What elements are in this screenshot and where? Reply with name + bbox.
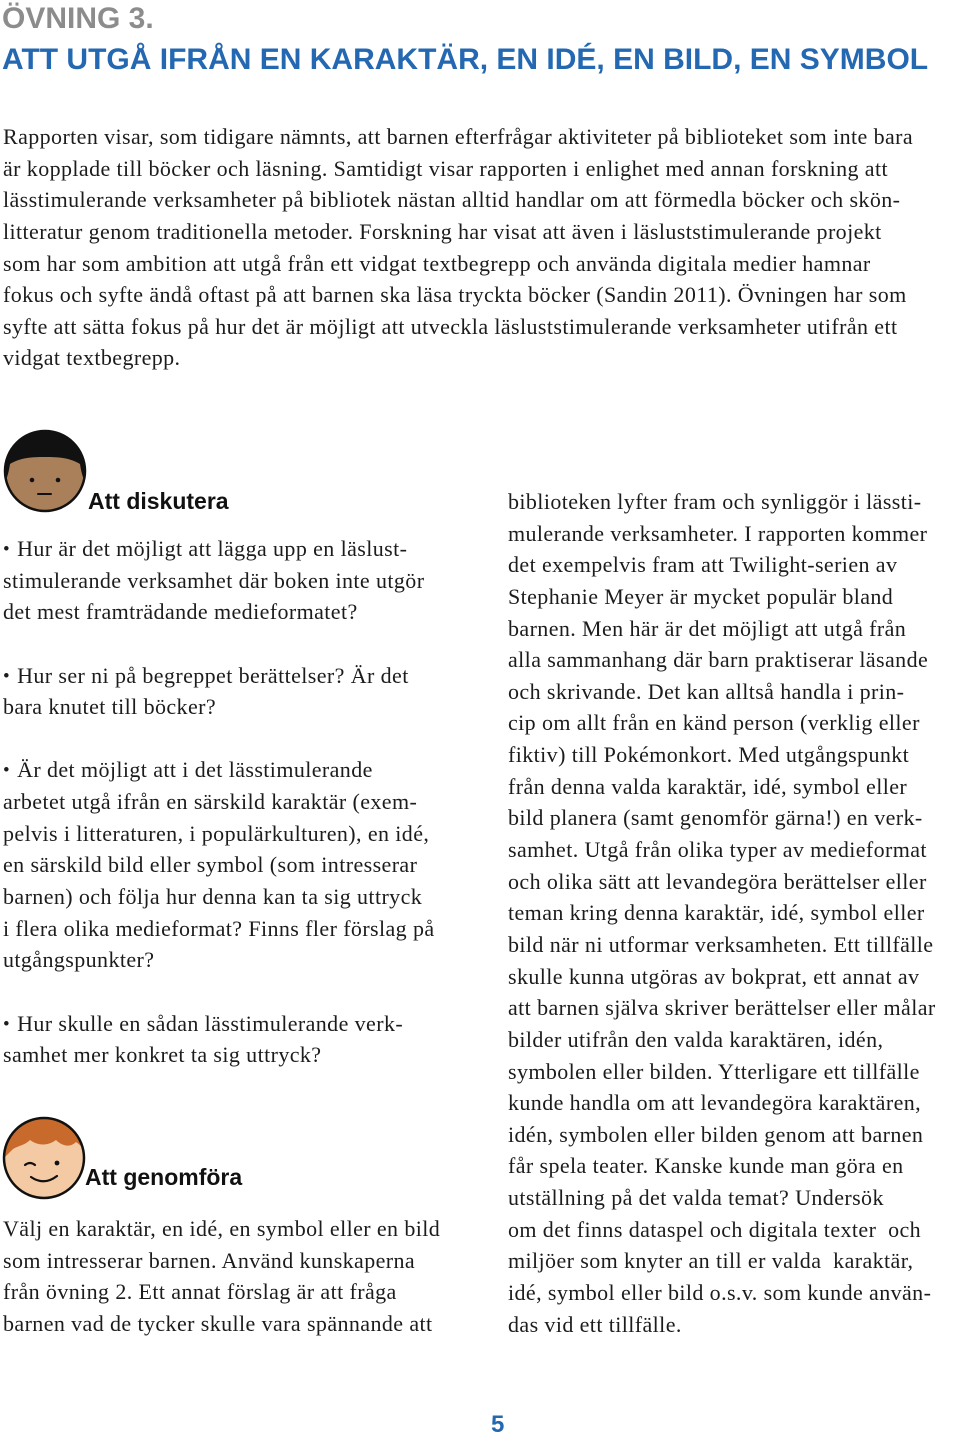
bullet-icon: • bbox=[3, 665, 11, 687]
page-number: 5 bbox=[491, 1411, 505, 1438]
bullet-item-text: Hur skulle en sådan lässtimulerande verk- bbox=[17, 1010, 404, 1036]
carry-out-heading: Att genomföra bbox=[85, 1164, 243, 1190]
right-column-line: bilder utifrån den valda karaktären, idén, bbox=[508, 1026, 884, 1052]
bullet-item-line bbox=[3, 754, 473, 786]
right-column-line: och olika sätt att levandegöra berättelser eller bbox=[508, 868, 927, 894]
right-column-line: barnen. Men här är det möjligt att utgå från bbox=[508, 615, 907, 641]
right-column-line: idé, symbol eller bild o.s.v. som kunde använ- bbox=[508, 1280, 932, 1306]
intro-line: litteratur genom traditionella metoder. Forskning har visat att även i läsluststimulerande projekt bbox=[3, 218, 882, 244]
bullet-item bbox=[3, 754, 473, 975]
right-column-line: symbolen eller bilden. Ytterligare ett tillfälle bbox=[508, 1058, 920, 1084]
bullet-item-text: Hur ser ni på begreppet berättelser? Är det bbox=[17, 662, 409, 688]
intro-line: syfte att sätta fokus på hur det är möjligt att utveckla läsluststimulerande verksamheter utifrån ett bbox=[3, 313, 898, 339]
right-column-line: bild när ni utformar verksamheten. Ett tillfälle bbox=[508, 931, 934, 957]
bullet-item-line: bara knutet till böcker? bbox=[3, 694, 217, 720]
bullet-item-line: det mest framträdande medieformatet? bbox=[3, 599, 358, 625]
intro-line: som har som ambition att utgå från ett vidgat textbegrepp och använda digitala medier hamnar bbox=[3, 250, 871, 276]
right-column-line: om det finns dataspel och digitala texter och bbox=[508, 1216, 922, 1242]
bullet-item-line: en särskild bild eller symbol (som intresserar bbox=[3, 852, 418, 878]
bullet-item-line bbox=[3, 1008, 473, 1040]
bullet-item-line: samhet mer konkret ta sig uttryck? bbox=[3, 1042, 322, 1068]
right-column-line: från denna valda karaktär, idé, symbol eller bbox=[508, 773, 908, 799]
right-column-line: och skrivande. Det kan alltså handla i prin- bbox=[508, 678, 905, 704]
right-column-line: Stephanie Meyer är mycket populär bland bbox=[508, 583, 894, 609]
left-eye bbox=[30, 478, 35, 483]
right-column-paragraph bbox=[508, 486, 936, 1340]
intro-line: lässtimulerande verksamheter på bibliotek nästan alltid handlar om att förmedla böcker och skön- bbox=[3, 187, 901, 213]
right-column-line: skulle kunna utgöras av bokprat, ett annat av bbox=[508, 963, 920, 989]
bullet-item-line: pelvis i litteraturen, i populärkulturen), en idé, bbox=[3, 820, 430, 846]
bullet-icon: • bbox=[3, 1013, 11, 1035]
right-column-line: utställning på det valda temat? Undersök bbox=[508, 1185, 884, 1211]
right-column-line: fiktiv) till Pokémonkort. Med utgångspunkt bbox=[508, 742, 910, 768]
red-haired-winking-child-face-icon bbox=[0, 1116, 90, 1204]
bullet-item-line bbox=[3, 533, 473, 565]
carry-out-line: som intresserar barnen. Använd kunskaperna bbox=[3, 1247, 416, 1273]
intro-line: Rapporten visar, som tidigare nämnts, att barnen efterfrågar aktiviteter på biblioteket som inte bara bbox=[3, 124, 914, 149]
intro-line: är kopplade till böcker och läsning. Samtidigt visar rapporten i enlighet med annan forskning att bbox=[3, 155, 888, 181]
right-column-line: bild planera (samt genomför gärna!) en verk- bbox=[508, 805, 923, 831]
bullet-item-line: utgångspunkter? bbox=[3, 947, 155, 973]
bullet-item-line bbox=[3, 660, 473, 692]
right-column-line: das vid ett tillfälle. bbox=[508, 1311, 682, 1337]
bullet-item-line: barnen) och följa hur denna kan ta sig uttryck bbox=[3, 884, 423, 910]
right-column-line: biblioteken lyfter fram och synliggör i lässti- bbox=[508, 489, 922, 514]
carry-out-line: från övning 2. Ett annat förslag är att fråga bbox=[3, 1279, 397, 1305]
bullet-icon: • bbox=[3, 539, 11, 560]
bullet-item bbox=[3, 660, 473, 723]
bullet-item-text: Hur är det möjligt att lägga upp en läslust- bbox=[17, 536, 408, 561]
right-column-line: alla sammanhang där barn praktiserar läsande bbox=[508, 647, 929, 673]
right-column-line: miljöer som knyter an till er valda karaktär, bbox=[508, 1248, 914, 1274]
dark-haired-child-face-icon bbox=[0, 428, 92, 516]
discussion-list bbox=[3, 533, 473, 1071]
carry-out-line: barnen vad de tycker skulle vara spännande att bbox=[3, 1310, 433, 1336]
carry-out-line: Välj en karaktär, en idé, en symbol eller en bild bbox=[3, 1216, 441, 1241]
right-column-line: det exempelvis fram att Twilight-serien av bbox=[508, 552, 898, 578]
bullet-item-line: i flera olika medieformat? Finns fler förslag på bbox=[3, 915, 435, 941]
bullet-item bbox=[3, 533, 473, 628]
intro-paragraph bbox=[3, 121, 913, 374]
right-eye bbox=[56, 478, 61, 483]
bullet-item-line: arbetet utgå ifrån en särskild karaktär (exem- bbox=[3, 789, 418, 815]
bullet-icon: • bbox=[3, 760, 11, 782]
page-title: ATT UTGÅ IFRÅN EN KARAKTÄR, EN IDÉ, EN BILD, EN SYMBOL bbox=[2, 43, 929, 76]
right-column-line: idén, symbolen eller bilden genom att barnen bbox=[508, 1121, 924, 1147]
intro-line: vidgat textbegrepp. bbox=[3, 345, 181, 371]
right-column-line: cip om allt från en känd person (verklig eller bbox=[508, 710, 920, 736]
discussion-heading: Att diskutera bbox=[88, 488, 229, 514]
bullet-item-line: stimulerande verksamhet där boken inte utgör bbox=[3, 567, 425, 593]
bullet-item-text: Är det möjligt att i det lässtimulerande bbox=[17, 757, 373, 783]
right-column-line: teman kring denna karaktär, idé, symbol eller bbox=[508, 900, 925, 926]
carry-out-paragraph bbox=[3, 1213, 440, 1340]
right-column-line: mulerande verksamheter. I rapporten kommer bbox=[508, 520, 928, 546]
bullet-item bbox=[3, 1008, 473, 1071]
right-column-line: att barnen själva skriver berättelser eller målar bbox=[508, 995, 936, 1021]
right-column-line: får spela teater. Kanske kunde man göra en bbox=[508, 1153, 904, 1179]
right-column-line: samhet. Utgå från olika typer av medieformat bbox=[508, 837, 927, 863]
exercise-label: ÖVNING 3. bbox=[2, 2, 154, 35]
open-eye bbox=[55, 1161, 60, 1166]
intro-line: fokus och syfte ändå oftast på att barnen ska läsa tryckta böcker (Sandin 2011). Övningen har som bbox=[3, 282, 907, 308]
right-column-line: kunde handla om att levandegöra karaktären, bbox=[508, 1090, 922, 1116]
